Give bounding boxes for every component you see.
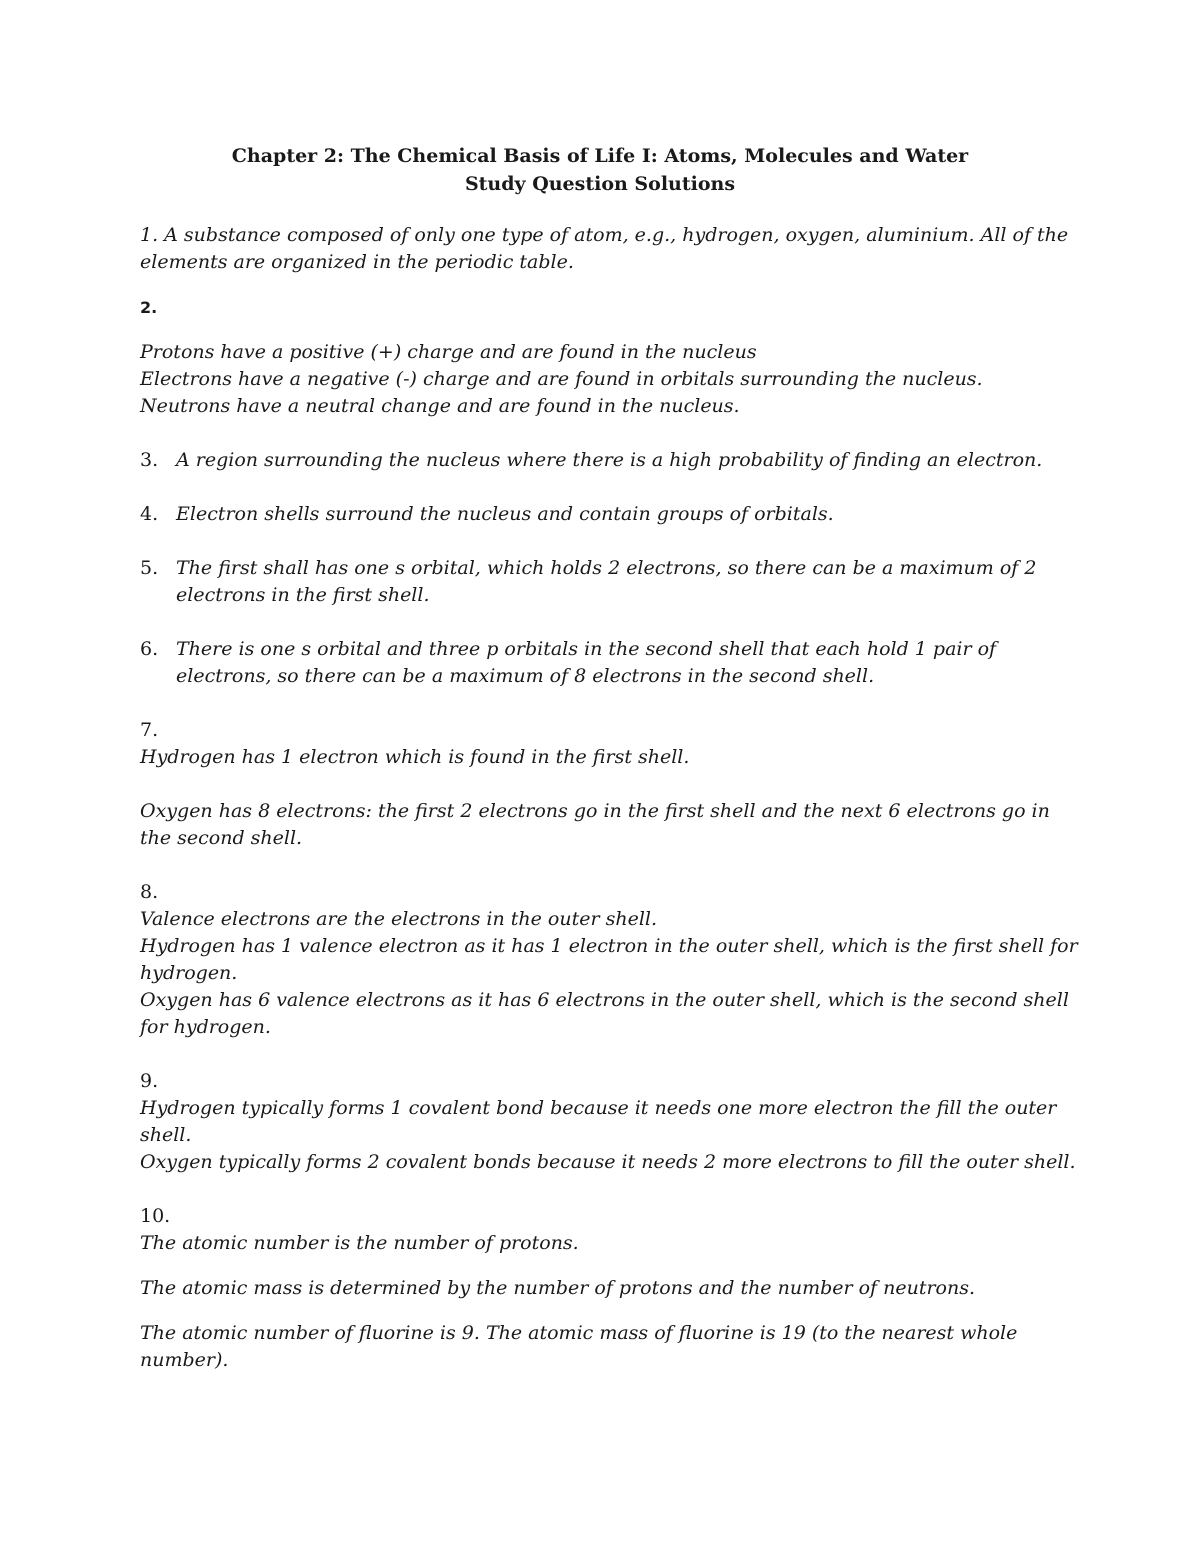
answer-7-line-2: Oxygen has 8 electrons: the first 2 electrons go in the first shell and the next 6 electrons go in the second shell. [140, 800, 1050, 849]
answer-2-line-2: Electrons have a negative (-) charge and are found in orbitals surrounding the nucleus. [140, 368, 983, 390]
answer-10-line-1: The atomic number is the number of protons. [140, 1232, 579, 1254]
answer-8-number [140, 879, 1080, 906]
document-title: Chapter 2: The Chemical Basis of Life I: Atoms, Molecules and Water [231, 145, 969, 167]
answer-4-text: Electron shells surround the nucleus and contain groups of orbitals. [176, 503, 834, 525]
answer-10-line-3: The atomic number of fluorine is 9. The atomic mass of fluorine is 19 (to the nearest whole number). [140, 1322, 1018, 1371]
answer-2-number-text: 2. [140, 298, 158, 317]
answer-9-number-text: 9. [140, 1070, 159, 1092]
answer-5 [140, 555, 1080, 609]
answer-2-line-1: Protons have a positive (+) charge and are found in the nucleus [140, 341, 757, 363]
answers-body [140, 222, 1080, 1374]
answer-7-number [140, 717, 1080, 744]
answer-9-line-2: Oxygen typically forms 2 covalent bonds because it needs 2 more electrons to fill the outer shell. [140, 1151, 1076, 1173]
answer-8-number-text: 8. [140, 881, 159, 903]
answer-3 [140, 447, 1080, 474]
answer-1: 1. A substance composed of only one type of atom, e.g., hydrogen, oxygen, aluminium. All of the elements are organized in the periodic table. [140, 224, 1069, 273]
answer-2-number [140, 294, 1080, 321]
answer-2-line-3: Neutrons have a neutral change and are found in the nucleus. [140, 395, 740, 417]
answer-6-text: There is one s orbital and three p orbitals in the second shell that each hold 1 pair of electrons, so there can be a maximum of 8 electrons in the second shell. [176, 638, 997, 687]
answer-10-number-text: 10. [140, 1205, 171, 1227]
answer-7-number-text: 7. [140, 719, 159, 741]
answer-8-line-2: Hydrogen has 1 valence electron as it has 1 electron in the outer shell, which is the first shell for hydrogen. [140, 935, 1078, 984]
answer-4-number: 4. [140, 503, 159, 525]
answer-5-text: The first shall has one s orbital, which holds 2 electrons, so there can be a maximum of 2 electrons in the first shell. [176, 557, 1037, 606]
answer-4 [140, 501, 1080, 528]
answer-3-number: 3. [140, 449, 159, 471]
answer-5-number: 5. [140, 557, 159, 579]
answer-9-number [140, 1068, 1080, 1095]
answer-3-text: A region surrounding the nucleus where there is a high probability of finding an electron. [176, 449, 1043, 471]
answer-8-line-3: Oxygen has 6 valence electrons as it has 6 electrons in the outer shell, which is the second shell for hydrogen. [140, 989, 1069, 1038]
document-title-block [0, 142, 1200, 198]
answer-6-number: 6. [140, 638, 159, 660]
answer-8-line-1: Valence electrons are the electrons in the outer shell. [140, 908, 658, 930]
answer-9-line-1: Hydrogen typically forms 1 covalent bond because it needs one more electron the fill the outer shell. [140, 1097, 1057, 1146]
answer-7-line-1: Hydrogen has 1 electron which is found in the first shell. [140, 746, 690, 768]
answer-10-line-2: The atomic mass is determined by the number of protons and the number of neutrons. [140, 1277, 976, 1299]
document-subtitle: Study Question Solutions [464, 173, 736, 195]
answer-10-number [140, 1203, 1080, 1230]
answer-6 [140, 636, 1080, 690]
